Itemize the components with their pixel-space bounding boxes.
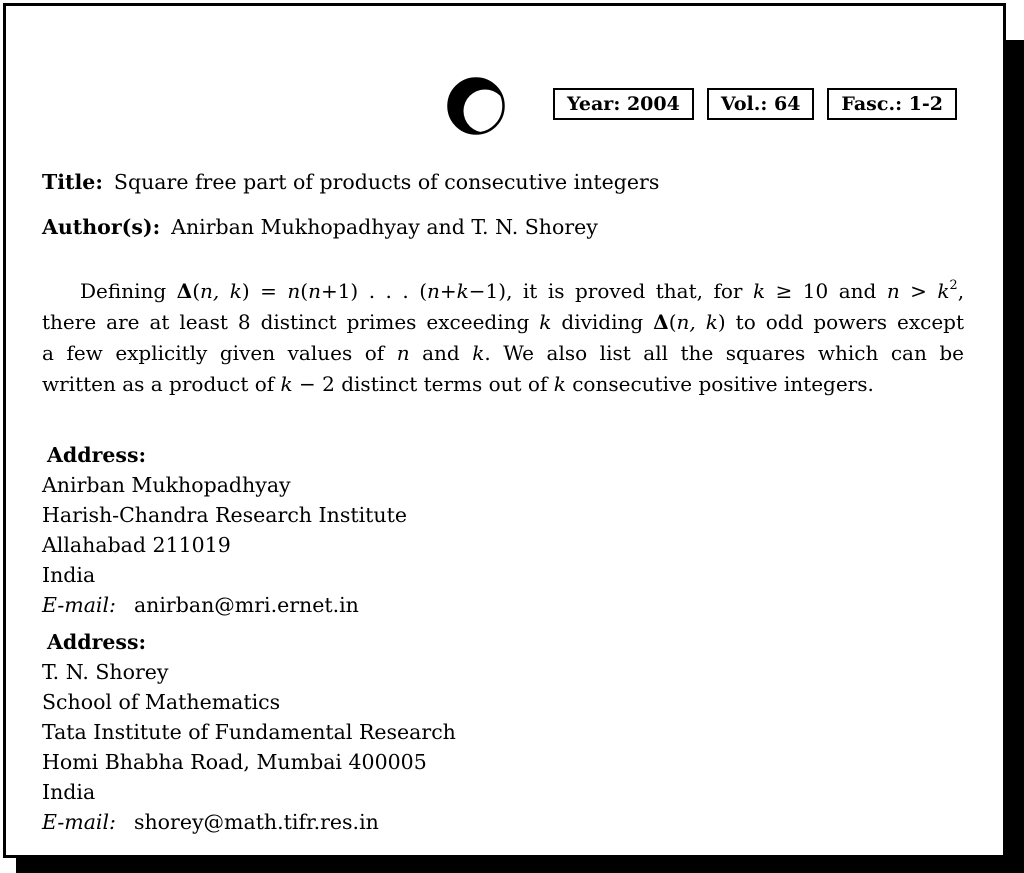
issue-badges [553,88,957,120]
abstract-line: written as a product of k − 2 distinct terms out of k consecutive positive integers. [42,372,874,396]
crescent-moon-icon [446,76,506,136]
abstract-paragraph [42,276,964,400]
email-line [42,590,407,620]
address-line: Anirban Mukhopadhyay [42,473,291,497]
address-label: Address: [47,443,147,467]
address-line: Homi Bhabha Road, Mumbai 400005 [42,750,427,774]
email-label: E-mail: [42,810,116,834]
page-shadow-bottom [16,858,1024,873]
address-label: Address: [47,630,147,654]
address-line: T. N. Shorey [42,660,169,684]
title-text: Square free part of products of consecutive integers [113,170,660,194]
address-line: India [42,780,96,804]
title-label: Title: [42,170,103,194]
address-line: India [42,563,96,587]
email-value: shorey@math.tifr.res.in [133,810,379,834]
badge-year: Year: 2004 [553,88,694,120]
badge-fascicle: Fasc.: 1-2 [827,88,957,120]
abstract-line: Defining Δ(n, k) = n(n+1) . . . (n+k−1), it is proved that, for k ≥ 10 and $n > k^2$, [80,278,965,303]
title-line [42,169,659,195]
page-frame [3,3,1006,858]
address-block [42,627,456,837]
email-line [42,807,456,837]
authors-text: Anirban Mukhopadhyay and T. N. Shorey [171,215,598,239]
email-value: anirban@mri.ernet.in [133,593,359,617]
authors-label: Author(s): [42,215,161,239]
authors-line [42,214,598,240]
address-line: School of Mathematics [42,690,281,714]
address-block [42,440,407,620]
badge-volume: Vol.: 64 [707,88,815,120]
page-shadow-right [1006,40,1024,873]
address-line: Harish-Chandra Research Institute [42,503,407,527]
abstract-line: a few explicitly given values of n and k. We also list all the squares which can be [42,341,965,365]
email-label: E-mail: [42,593,116,617]
abstract-line: there are at least 8 distinct primes exceeding k dividing Δ(n, k) to odd powers except [42,310,964,334]
address-line: Allahabad 211019 [42,533,231,557]
address-line: Tata Institute of Fundamental Research [42,720,456,744]
